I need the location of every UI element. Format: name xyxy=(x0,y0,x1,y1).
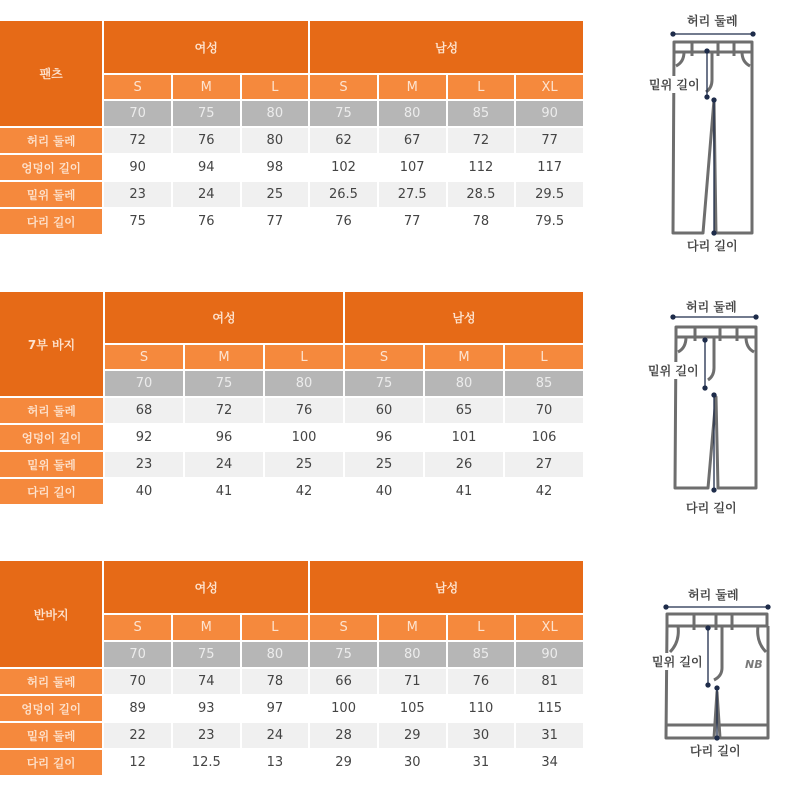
cell: 78 xyxy=(242,669,309,694)
men-header: 남성 xyxy=(310,561,583,613)
cell: 34 xyxy=(516,750,583,775)
row-label: 밑위 둘레 xyxy=(0,182,102,207)
cell: 70 xyxy=(104,669,171,694)
waist-cm: 85 xyxy=(448,101,515,126)
cell: 28.5 xyxy=(448,182,515,207)
category-label: 7부 바지 xyxy=(0,292,103,396)
size-label: M xyxy=(173,75,240,99)
rise-label: 밑위 길이 xyxy=(649,78,700,92)
size-label: XL xyxy=(516,615,583,640)
long-pants-icon xyxy=(640,0,800,260)
waist-cm: 85 xyxy=(505,371,583,396)
cell: 31 xyxy=(516,723,583,748)
pants-diagram xyxy=(640,0,800,260)
cell: 79.5 xyxy=(516,209,583,234)
cell: 93 xyxy=(173,696,240,721)
cell: 24 xyxy=(242,723,309,748)
size-label: L xyxy=(242,615,309,640)
cropped-pants-diagram xyxy=(640,280,800,520)
waist-cm: 75 xyxy=(310,101,377,126)
nb-logo-icon: NB xyxy=(745,658,763,671)
cell: 42 xyxy=(505,479,583,504)
cell: 92 xyxy=(105,425,183,450)
size-table-shorts xyxy=(0,559,585,777)
cell: 29 xyxy=(379,723,446,748)
waist-cm: 70 xyxy=(104,642,171,667)
cell: 25 xyxy=(345,452,423,477)
leg-label: 다리 길이 xyxy=(690,744,741,758)
size-label: M xyxy=(379,75,446,99)
table-row xyxy=(0,452,583,477)
cell: 68 xyxy=(105,398,183,423)
size-label: S xyxy=(104,75,171,99)
men-header: 남성 xyxy=(310,21,583,73)
cell: 26.5 xyxy=(310,182,377,207)
cell: 65 xyxy=(425,398,503,423)
cell: 22 xyxy=(104,723,171,748)
cell: 100 xyxy=(310,696,377,721)
cell: 12.5 xyxy=(173,750,240,775)
cell: 75 xyxy=(104,209,171,234)
cell: 30 xyxy=(379,750,446,775)
row-label: 다리 길이 xyxy=(0,479,103,504)
cell: 67 xyxy=(379,128,446,153)
cell: 26 xyxy=(425,452,503,477)
size-label: S xyxy=(104,615,171,640)
row-label: 엉덩이 길이 xyxy=(0,696,102,721)
rise-label: 밑위 길이 xyxy=(648,364,699,378)
row-label: 다리 길이 xyxy=(0,750,102,775)
table-row xyxy=(0,398,583,423)
cell: 40 xyxy=(105,479,183,504)
cell: 101 xyxy=(425,425,503,450)
cell: 30 xyxy=(448,723,515,748)
cell: 100 xyxy=(265,425,343,450)
waist-cm: 80 xyxy=(425,371,503,396)
waist-cm: 80 xyxy=(265,371,343,396)
row-label: 엉덩이 길이 xyxy=(0,425,103,450)
cell: 105 xyxy=(379,696,446,721)
cell: 41 xyxy=(185,479,263,504)
cell: 96 xyxy=(185,425,263,450)
waist-cm: 85 xyxy=(448,642,515,667)
cell: 60 xyxy=(345,398,423,423)
row-label: 허리 둘레 xyxy=(0,669,102,694)
size-label: S xyxy=(345,345,423,369)
cell: 24 xyxy=(173,182,240,207)
leg-label: 다리 길이 xyxy=(687,239,738,253)
cell: 71 xyxy=(379,669,446,694)
cell: 72 xyxy=(104,128,171,153)
women-header: 여성 xyxy=(105,292,343,343)
category-label: 반바지 xyxy=(0,561,102,667)
cell: 23 xyxy=(104,182,171,207)
table-row xyxy=(0,209,583,234)
cell: 27 xyxy=(505,452,583,477)
waist-cm: 80 xyxy=(379,642,446,667)
size-table-cropped-pants xyxy=(0,290,585,506)
cell: 81 xyxy=(516,669,583,694)
cell: 29.5 xyxy=(516,182,583,207)
cell: 76 xyxy=(265,398,343,423)
size-label: L xyxy=(242,75,309,99)
cell: 77 xyxy=(242,209,309,234)
size-label: S xyxy=(310,615,377,640)
cell: 74 xyxy=(173,669,240,694)
size-label: XL xyxy=(516,75,583,99)
cell: 12 xyxy=(104,750,171,775)
waist-cm: 75 xyxy=(310,642,377,667)
cell: 76 xyxy=(448,669,515,694)
cell: 94 xyxy=(173,155,240,180)
waist-cm: 80 xyxy=(242,642,309,667)
cell: 70 xyxy=(505,398,583,423)
row-label: 허리 둘레 xyxy=(0,128,102,153)
waist-cm: 75 xyxy=(173,101,240,126)
waist-cm: 75 xyxy=(173,642,240,667)
cell: 77 xyxy=(516,128,583,153)
waist-cm: 75 xyxy=(185,371,263,396)
size-label: S xyxy=(310,75,377,99)
table-row xyxy=(0,182,583,207)
cell: 66 xyxy=(310,669,377,694)
leg-label: 다리 길이 xyxy=(686,501,737,515)
cell: 107 xyxy=(379,155,446,180)
waist-cm: 75 xyxy=(345,371,423,396)
waist-cm: 70 xyxy=(105,371,183,396)
cell: 110 xyxy=(448,696,515,721)
table-row xyxy=(0,425,583,450)
size-label: L xyxy=(505,345,583,369)
cell: 23 xyxy=(173,723,240,748)
cell: 78 xyxy=(448,209,515,234)
waist-cm: 80 xyxy=(242,101,309,126)
cell: 13 xyxy=(242,750,309,775)
rise-label: 밑위 길이 xyxy=(652,655,703,669)
cell: 98 xyxy=(242,155,309,180)
waist-label: 허리 둘레 xyxy=(686,300,737,314)
women-header: 여성 xyxy=(104,21,308,73)
table-row xyxy=(0,669,583,694)
shorts-diagram xyxy=(640,570,800,770)
cell: 29 xyxy=(310,750,377,775)
size-label: S xyxy=(105,345,183,369)
cell: 31 xyxy=(448,750,515,775)
cell: 90 xyxy=(104,155,171,180)
cell: 76 xyxy=(173,128,240,153)
size-label: M xyxy=(185,345,263,369)
size-label: L xyxy=(448,615,515,640)
table-row xyxy=(0,696,583,721)
cell: 89 xyxy=(104,696,171,721)
waist-cm: 90 xyxy=(516,101,583,126)
cell: 97 xyxy=(242,696,309,721)
cell: 24 xyxy=(185,452,263,477)
cell: 41 xyxy=(425,479,503,504)
row-label: 허리 둘레 xyxy=(0,398,103,423)
category-label: 팬츠 xyxy=(0,21,102,126)
waist-label: 허리 둘레 xyxy=(688,588,739,602)
size-table-pants xyxy=(0,19,585,236)
cell: 76 xyxy=(310,209,377,234)
size-label: M xyxy=(425,345,503,369)
table-row xyxy=(0,479,583,504)
cell: 72 xyxy=(185,398,263,423)
cell: 106 xyxy=(505,425,583,450)
cell: 96 xyxy=(345,425,423,450)
cell: 27.5 xyxy=(379,182,446,207)
cell: 40 xyxy=(345,479,423,504)
cell: 42 xyxy=(265,479,343,504)
women-header: 여성 xyxy=(104,561,308,613)
cell: 76 xyxy=(173,209,240,234)
table-row xyxy=(0,128,583,153)
waist-cm: 90 xyxy=(516,642,583,667)
waist-cm: 70 xyxy=(104,101,171,126)
cell: 115 xyxy=(516,696,583,721)
cell: 77 xyxy=(379,209,446,234)
cell: 62 xyxy=(310,128,377,153)
cell: 28 xyxy=(310,723,377,748)
size-label: M xyxy=(173,615,240,640)
table-row xyxy=(0,155,583,180)
table-row xyxy=(0,750,583,775)
row-label: 엉덩이 길이 xyxy=(0,155,102,180)
size-label: M xyxy=(379,615,446,640)
cell: 112 xyxy=(448,155,515,180)
cell: 72 xyxy=(448,128,515,153)
size-label: L xyxy=(265,345,343,369)
row-label: 밑위 둘레 xyxy=(0,452,103,477)
cell: 80 xyxy=(242,128,309,153)
row-label: 다리 길이 xyxy=(0,209,102,234)
cell: 102 xyxy=(310,155,377,180)
cropped-pants-icon xyxy=(640,280,800,520)
table-row xyxy=(0,723,583,748)
size-label: L xyxy=(448,75,515,99)
cell: 25 xyxy=(242,182,309,207)
cell: 25 xyxy=(265,452,343,477)
cell: 117 xyxy=(516,155,583,180)
cell: 23 xyxy=(105,452,183,477)
waist-cm: 80 xyxy=(379,101,446,126)
men-header: 남성 xyxy=(345,292,583,343)
waist-label: 허리 둘레 xyxy=(687,14,738,28)
row-label: 밑위 둘레 xyxy=(0,723,102,748)
